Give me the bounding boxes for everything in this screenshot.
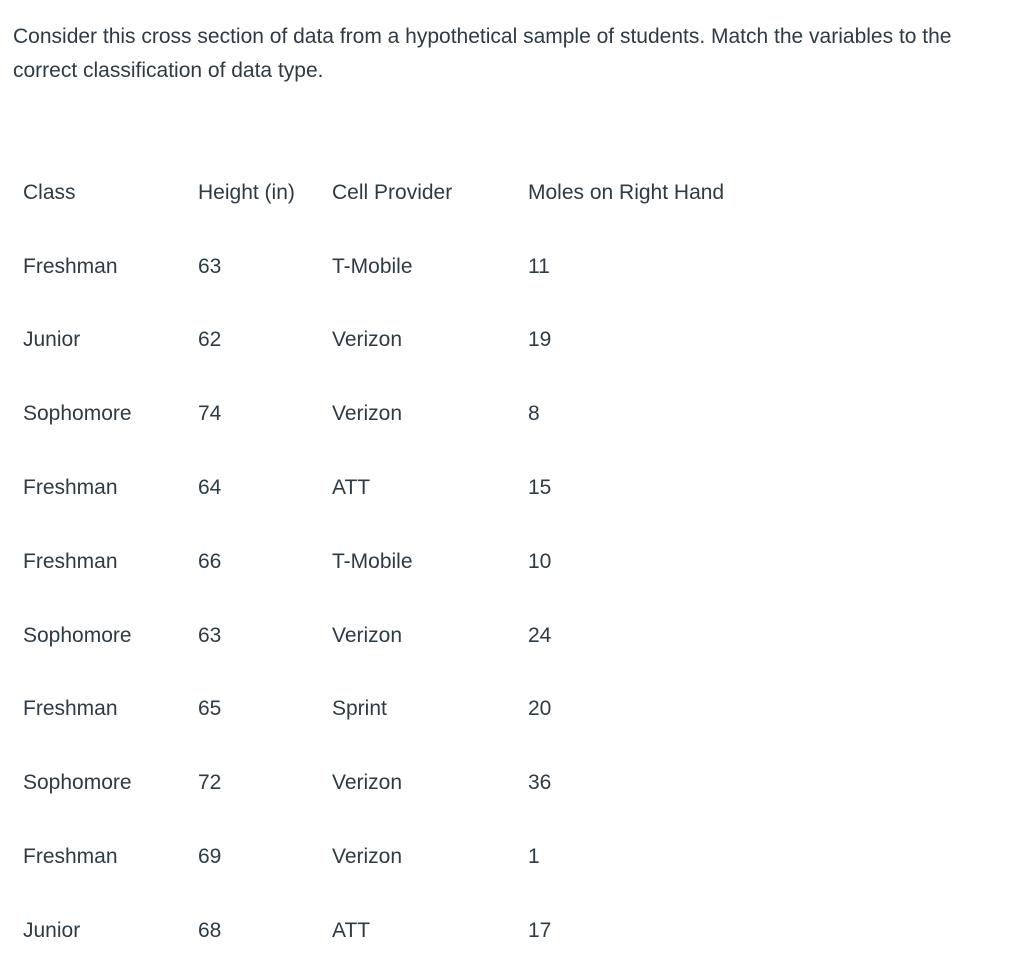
cell-height: 65 <box>198 697 222 721</box>
cell-moles: 15 <box>528 476 552 500</box>
cell-class: Freshman <box>23 549 118 573</box>
table-header-row <box>10 156 828 230</box>
cell-height: 63 <box>198 254 222 278</box>
table-row <box>10 746 828 820</box>
column-header-height: Height (in) <box>198 180 295 204</box>
table-row <box>10 599 828 673</box>
student-data-table <box>10 156 828 968</box>
column-header-moles: Moles on Right Hand <box>528 180 725 204</box>
cell-height: 72 <box>198 771 222 795</box>
table-row <box>10 304 828 378</box>
cell-moles: 19 <box>528 328 552 352</box>
cell-moles: 11 <box>528 254 550 278</box>
table-row <box>10 894 828 968</box>
cell-class: Freshman <box>23 254 118 278</box>
cell-cell-provider: ATT <box>332 476 371 500</box>
cell-cell-provider: ATT <box>332 918 371 942</box>
table-row <box>10 451 828 525</box>
cell-class: Freshman <box>23 845 118 869</box>
table-row <box>10 377 828 451</box>
cell-height: 62 <box>198 328 222 352</box>
table-row <box>10 230 828 304</box>
cell-moles: 24 <box>528 623 552 647</box>
question-text: Consider this cross section of data from a hypothetical sample of students. Match the variables to the correct classification of data type. <box>13 25 952 82</box>
cell-cell-provider: T-Mobile <box>332 549 413 573</box>
column-header-class: Class <box>23 180 76 204</box>
cell-cell-provider: Sprint <box>332 697 387 721</box>
cell-moles: 20 <box>528 697 552 721</box>
cell-moles: 8 <box>528 402 540 426</box>
cell-height: 74 <box>198 402 222 426</box>
cell-class: Sophomore <box>23 771 132 795</box>
cell-height: 66 <box>198 549 222 573</box>
cell-cell-provider: Verizon <box>332 771 403 795</box>
table-row <box>10 820 828 894</box>
cell-cell-provider: Verizon <box>332 845 403 869</box>
cell-cell-provider: T-Mobile <box>332 254 413 278</box>
cell-moles: 1 <box>528 845 540 869</box>
cell-moles: 36 <box>528 771 552 795</box>
cell-class: Freshman <box>23 697 118 721</box>
table-row <box>10 673 828 747</box>
cell-class: Freshman <box>23 476 118 500</box>
cell-moles: 17 <box>528 918 552 942</box>
cell-class: Sophomore <box>23 623 132 647</box>
cell-moles: 10 <box>528 549 552 573</box>
cell-height: 63 <box>198 623 222 647</box>
cell-height: 64 <box>198 476 222 500</box>
cell-cell-provider: Verizon <box>332 623 403 647</box>
cell-class: Junior <box>23 918 81 942</box>
cell-class: Sophomore <box>23 402 132 426</box>
cell-height: 69 <box>198 845 222 869</box>
cell-cell-provider: Verizon <box>332 402 403 426</box>
table-row <box>10 525 828 599</box>
column-header-cell-provider: Cell Provider <box>332 180 453 204</box>
cell-cell-provider: Verizon <box>332 328 403 352</box>
cell-class: Junior <box>23 328 81 352</box>
cell-height: 68 <box>198 918 222 942</box>
